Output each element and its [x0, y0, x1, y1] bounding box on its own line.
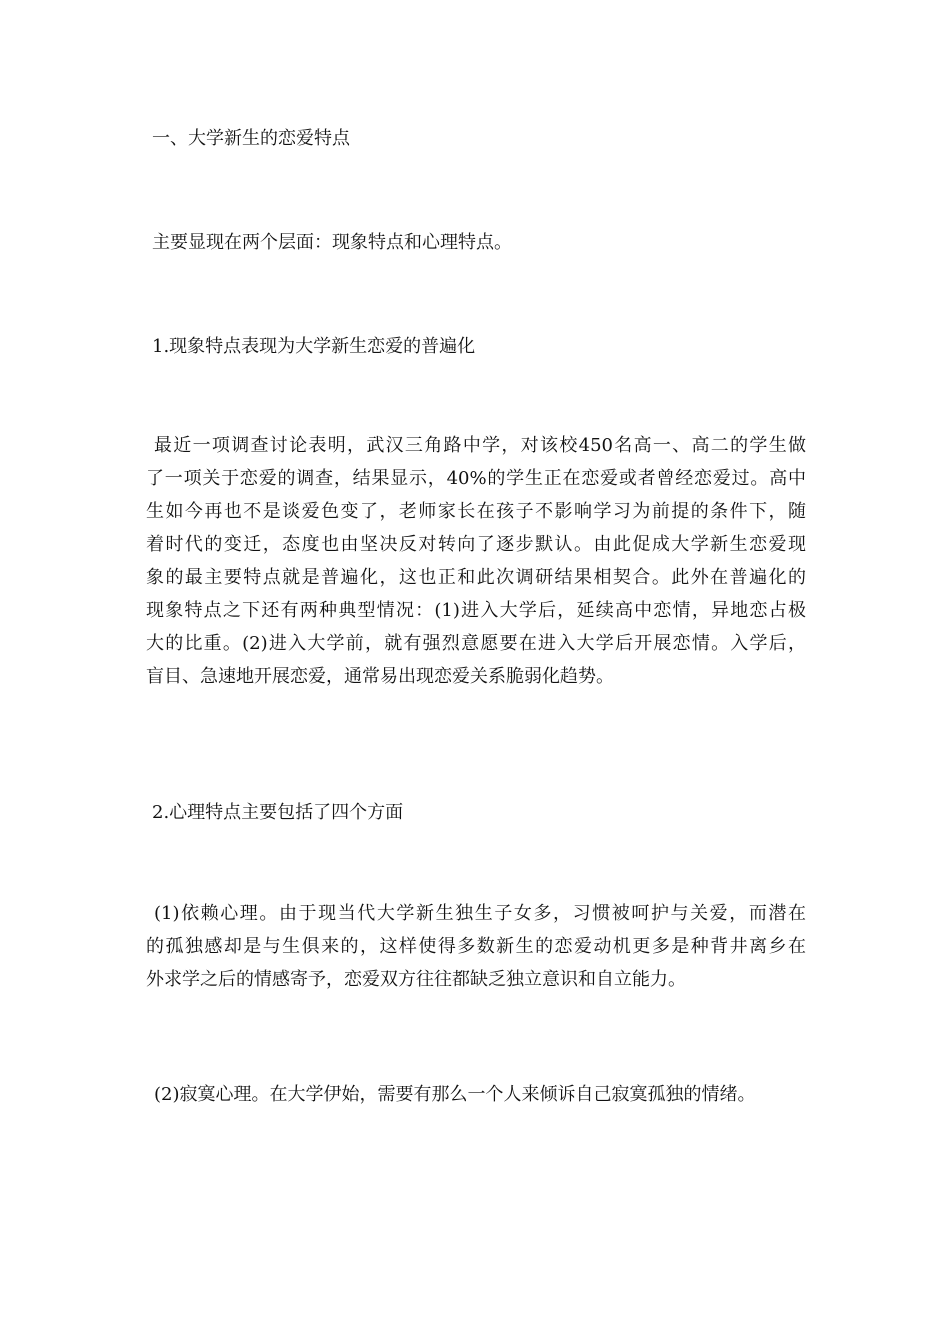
subheading-phenomenon: 1.现象特点表现为大学新生恋爱的普遍化: [152, 336, 476, 357]
paragraph-loneliness: (2)寂寞心理。在大学伊始，需要有那么一个人来倾诉自己寂寞孤独的情绪。: [154, 1084, 756, 1105]
paragraph-line: 生如今再也不是谈爱色变了，老师家长在孩子不影响学习为前提的条件下，随: [146, 501, 806, 522]
paragraph-line: 着时代的变迁，态度也由坚决反对转向了逐步默认。由此促成大学新生恋爱现: [146, 534, 806, 555]
subheading-psychology: 2.心理特点主要包括了四个方面: [152, 802, 404, 823]
paragraph-line: 的孤独感却是与生俱来的，这样使得多数新生的恋爱动机更多是种背井离乡在: [146, 936, 806, 957]
paragraph-line: 外求学之后的情感寄予，恋爱双方往往都缺乏独立意识和自立能力。: [146, 969, 686, 990]
intro-paragraph: 主要显现在两个层面：现象特点和心理特点。: [152, 232, 512, 253]
paragraph-line: 象的最主要特点就是普遍化，这也正和此次调研结果相契合。此外在普遍化的: [146, 567, 806, 588]
paragraph-phenomenon: [146, 429, 806, 693]
paragraph-line: (1)依赖心理。由于现当代大学新生独生子女多，习惯被呵护与关爱，而潜在: [154, 903, 806, 924]
section-heading: 一、大学新生的恋爱特点: [152, 128, 350, 149]
paragraph-line: 现象特点之下还有两种典型情况：(1)进入大学后，延续高中恋情，异地恋占极: [146, 600, 806, 621]
paragraph-line: 最近一项调查讨论表明，武汉三角路中学，对该校450名高一、高二的学生做: [154, 435, 806, 456]
paragraph-line: 盲目、急速地开展恋爱，通常易出现恋爱关系脆弱化趋势。: [146, 666, 614, 687]
paragraph-dependence: [146, 897, 806, 996]
paragraph-line: 了一项关于恋爱的调查，结果显示，40%的学生正在恋爱或者曾经恋爱过。高中: [146, 468, 806, 489]
paragraph-line: 大的比重。(2)进入大学前，就有强烈意愿要在进入大学后开展恋情。入学后，: [146, 633, 806, 654]
